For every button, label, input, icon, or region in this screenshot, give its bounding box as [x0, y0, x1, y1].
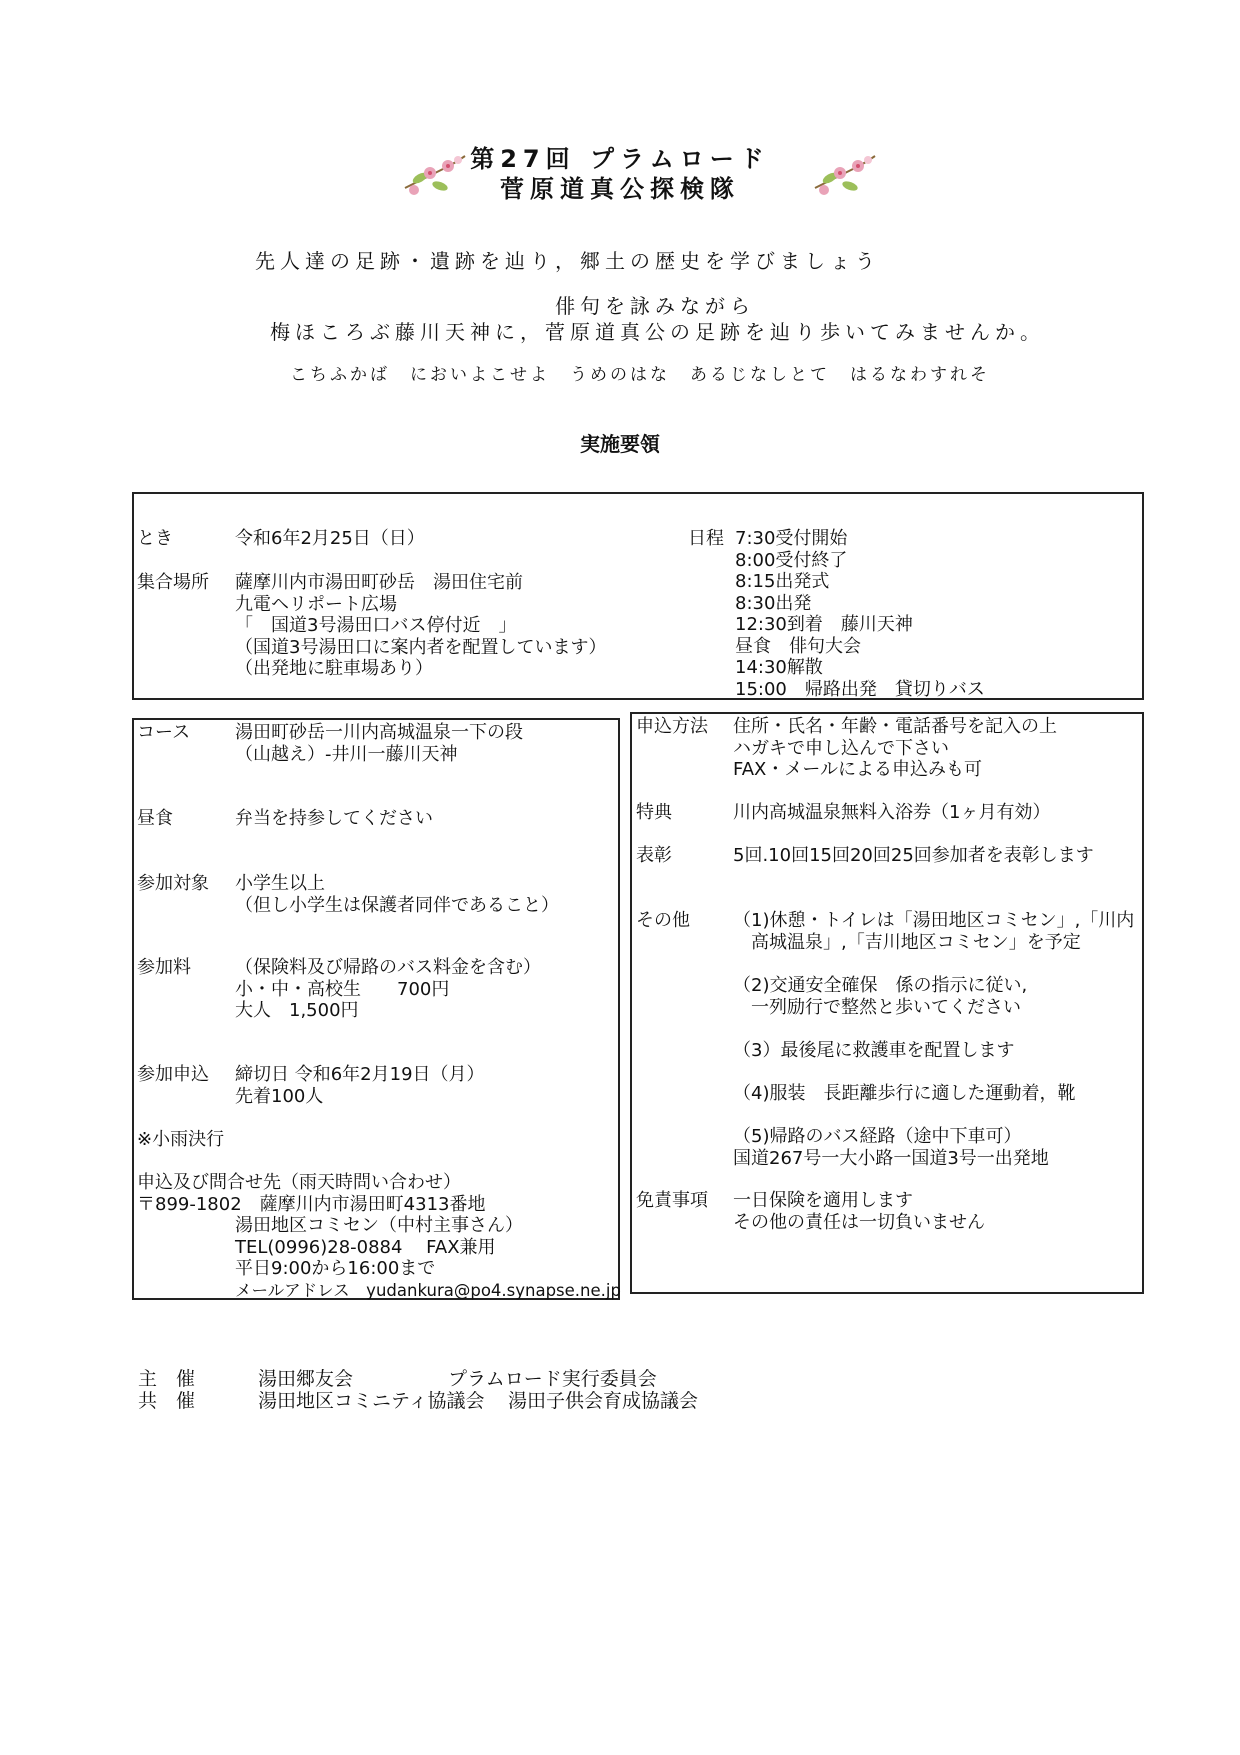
other-label: その他 — [636, 910, 690, 931]
contact-line: TEL(0996)28-0884 FAX兼用 — [235, 1236, 496, 1258]
award-value: 5回.10回15回20回25回参加者を表彰します — [733, 845, 1094, 866]
other-item-line: （5)帰路のバス経路（途中下車可） — [733, 1126, 1022, 1147]
rain-note: ※小雨決行 — [137, 1129, 225, 1150]
intro-line2: 俳句を詠みながら — [555, 294, 755, 318]
contact-line: 平日9:00から16:00まで — [235, 1258, 436, 1279]
fee-label: 参加料 — [137, 957, 191, 978]
schedule-line: 12:30到着 藤川天神 — [735, 614, 913, 635]
place-line: 九電ヘリポート広場 — [235, 593, 397, 615]
apply-label: 参加申込 — [137, 1064, 209, 1085]
toki-value: 令和6年2月25日（日） — [235, 528, 425, 549]
contact-title: 申込及び問合せ先（雨天時問い合わせ） — [137, 1172, 461, 1193]
schedule-line: 14:30解散 — [735, 657, 823, 678]
other-item-line: （4)服装 長距離歩行に適した運動着，靴 — [733, 1083, 1076, 1104]
other-item-line: （2)交通安全確保 係の指示に従い, — [733, 975, 1028, 996]
intro-line3: 梅ほころぶ藤川天神に，菅原道真公の足跡を辿り歩いてみませんか。 — [270, 320, 1045, 344]
target-line: 小学生以上 — [235, 873, 325, 894]
method-label: 申込方法 — [636, 716, 708, 737]
fee-line: 大人 1,500円 — [235, 1000, 359, 1021]
schedule-line: 8:15出発式 — [735, 571, 830, 592]
intro-line1: 先人達の足跡・遺跡を辿り，郷土の歴史を学びましょう — [255, 249, 880, 273]
benefit-label: 特典 — [636, 802, 672, 823]
host-label: 主 催 — [138, 1368, 196, 1390]
other-item-line: 国道267号一大小路一国道3号一出発地 — [733, 1147, 1049, 1169]
schedule-line: 15:00 帰路出発 貸切りバス — [735, 678, 985, 700]
other-item-line: （1)休憩・トイレは「湯田地区コミセン」,「川内 — [733, 910, 1135, 931]
host-value: プラムロード実行委員会 — [448, 1368, 657, 1390]
other-item-line: 一列励行で整然と歩いてください — [733, 996, 1021, 1018]
apply-line: 先着100人 — [235, 1085, 324, 1107]
schedule-line: 8:00受付終了 — [735, 549, 848, 571]
apply-line: 締切日 令和6年2月19日（月） — [235, 1064, 485, 1085]
place-label: 集合場所 — [137, 572, 209, 593]
title-line1: 第27回 プラムロード — [470, 145, 770, 173]
method-line: ハガキで申し込んで下さい — [733, 737, 949, 759]
contact-line: 〒899-1802 薩摩川内市湯田町4313番地 — [137, 1193, 486, 1215]
intro-poem: こちふかば においよこせよ うめのはな あるじなしとて はるなわすれそ — [290, 365, 990, 385]
course-label: コース — [137, 722, 191, 743]
disclaimer-line: その他の責任は一切負いません — [733, 1211, 985, 1233]
place-line: （国道3号湯田口に案内者を配置しています） — [235, 636, 607, 658]
place-line: 「 国道3号湯田口バス停付近 」 — [235, 615, 517, 636]
fee-line: 小・中・高校生 700円 — [235, 978, 450, 1000]
cohost-value: 湯田地区コミニティ協議会 — [258, 1390, 485, 1412]
method-line: FAX・メールによる申込みも可 — [733, 759, 982, 780]
toki-label: とき — [137, 528, 173, 549]
title-line2: 菅原道真公探検隊 — [500, 175, 740, 203]
other-item-line: （3）最後尾に救護車を配置します — [733, 1040, 1015, 1061]
schedule-label: 日程 — [688, 528, 724, 549]
schedule-line: 7:30受付開始 — [735, 528, 848, 549]
target-line: （但し小学生は保護者同伴であること） — [235, 894, 559, 916]
cohost-label: 共 催 — [138, 1390, 196, 1412]
lunch-label: 昼食 — [137, 808, 173, 829]
disclaimer-line: 一日保険を適用します — [733, 1190, 913, 1211]
contact-email: メールアドレス yudankura@po4.synapse.ne.jp — [235, 1280, 621, 1300]
target-label: 参加対象 — [137, 873, 209, 894]
place-line: 薩摩川内市湯田町砂岳 湯田住宅前 — [235, 572, 523, 593]
contact-line: 湯田地区コミセン（中村主事さん） — [235, 1215, 523, 1236]
course-line: 湯田町砂岳一川内高城温泉一下の段 — [235, 722, 523, 743]
benefit-value: 川内高城温泉無料入浴券（1ヶ月有効） — [733, 802, 1051, 823]
fee-line: （保険料及び帰路のバス料金を含む） — [235, 957, 541, 978]
other-item-line: 高城温泉」,「吉川地区コミセン」を予定 — [733, 931, 1081, 953]
place-line: （出発地に駐車場あり） — [235, 658, 433, 679]
disclaimer-label: 免責事項 — [636, 1190, 708, 1211]
cohost-value: 湯田子供会育成協議会 — [508, 1390, 699, 1412]
host-value: 湯田郷友会 — [258, 1368, 354, 1390]
schedule-line: 8:30出発 — [735, 592, 812, 614]
course-line: （山越え）-井川一藤川天神 — [235, 743, 458, 765]
method-line: 住所・氏名・年齢・電話番号を記入の上 — [733, 716, 1057, 737]
award-label: 表彰 — [636, 845, 672, 866]
schedule-line: 昼食 俳句大会 — [735, 635, 861, 657]
section-title: 実施要領 — [580, 432, 660, 456]
lunch-value: 弁当を持参してください — [235, 808, 433, 829]
